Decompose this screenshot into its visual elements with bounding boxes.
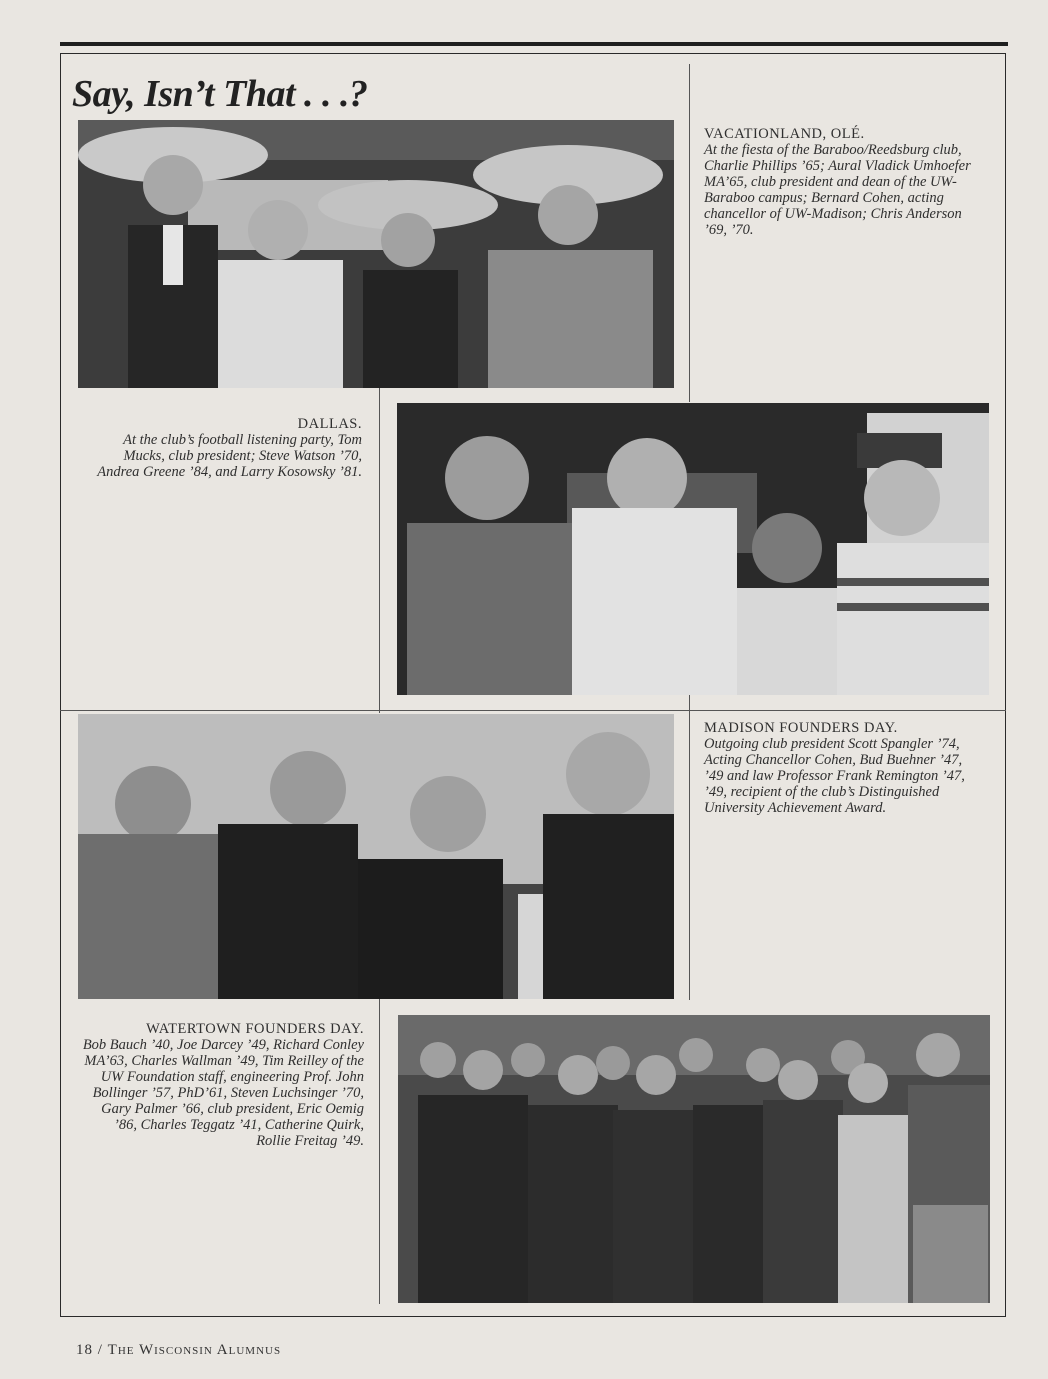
photo-dallas-image bbox=[397, 403, 989, 695]
footer-separator: / bbox=[97, 1342, 103, 1358]
caption-text: At the fiesta of the Baraboo/Reedsburg club, Charlie Phillips ’65; Aural Vladick Umhoefer MA’65, club president and dean of the UW-Baraboo campus; Bernard Cohen, acting chancellor of UW-Madison; Chris Anderson ’69, ’70. bbox=[704, 142, 971, 238]
caption-vacationland bbox=[704, 126, 984, 238]
photo-vacationland bbox=[78, 120, 674, 388]
photo-watertown bbox=[398, 1015, 990, 1303]
photo-vacationland-image bbox=[78, 120, 674, 388]
caption-dallas bbox=[82, 416, 362, 480]
column-divider bbox=[379, 388, 380, 713]
caption-heading: WATERTOWN FOUNDERS DAY. bbox=[146, 1021, 364, 1037]
publication-name: The Wisconsin Alumnus bbox=[107, 1342, 282, 1358]
caption-text: Bob Bauch ’40, Joe Darcey ’49, Richard Conley MA’63, Charles Wallman ’49, Tim Reilley of the UW Foundation staff, engineering Prof. John Bollinger ’57, PhD’61, Steven Luchsinger ’70, Gary Palmer ’66, club president, Eric Oemig ’86, Charles Teggatz ’41, Catherine Quirk, Rollie Freitag ’49. bbox=[82, 1037, 364, 1149]
page-footer bbox=[76, 1342, 281, 1359]
caption-text: At the club’s football listening party, Tom Mucks, club president; Steve Watson ’70, Andrea Greene ’84, and Larry Kosowsky ’81. bbox=[97, 432, 362, 480]
column-divider bbox=[689, 64, 690, 402]
caption-heading: DALLAS. bbox=[297, 416, 362, 432]
caption-heading: MADISON FOUNDERS DAY. bbox=[704, 720, 898, 736]
caption-watertown bbox=[82, 1021, 364, 1149]
row-divider bbox=[60, 710, 1006, 711]
top-rule bbox=[60, 42, 1008, 46]
page-number: 18 bbox=[76, 1342, 93, 1358]
photo-dallas bbox=[397, 403, 989, 695]
column-divider bbox=[689, 695, 690, 1000]
photo-madison bbox=[78, 714, 674, 999]
caption-text: Outgoing club president Scott Spangler ’74, Acting Chancellor Cohen, Bud Buehner ’47, ’49 and law Professor Frank Remington ’47, ’49, recipient of the club’s Distinguished University Achievement Award. bbox=[704, 736, 965, 816]
photo-madison-image bbox=[78, 714, 674, 999]
caption-heading: VACATIONLAND, OLÉ. bbox=[704, 126, 865, 142]
page-title: Say, Isn’t That . . .? bbox=[72, 73, 368, 115]
column-divider bbox=[379, 998, 380, 1304]
caption-madison bbox=[704, 720, 984, 816]
photo-watertown-image bbox=[398, 1015, 990, 1303]
